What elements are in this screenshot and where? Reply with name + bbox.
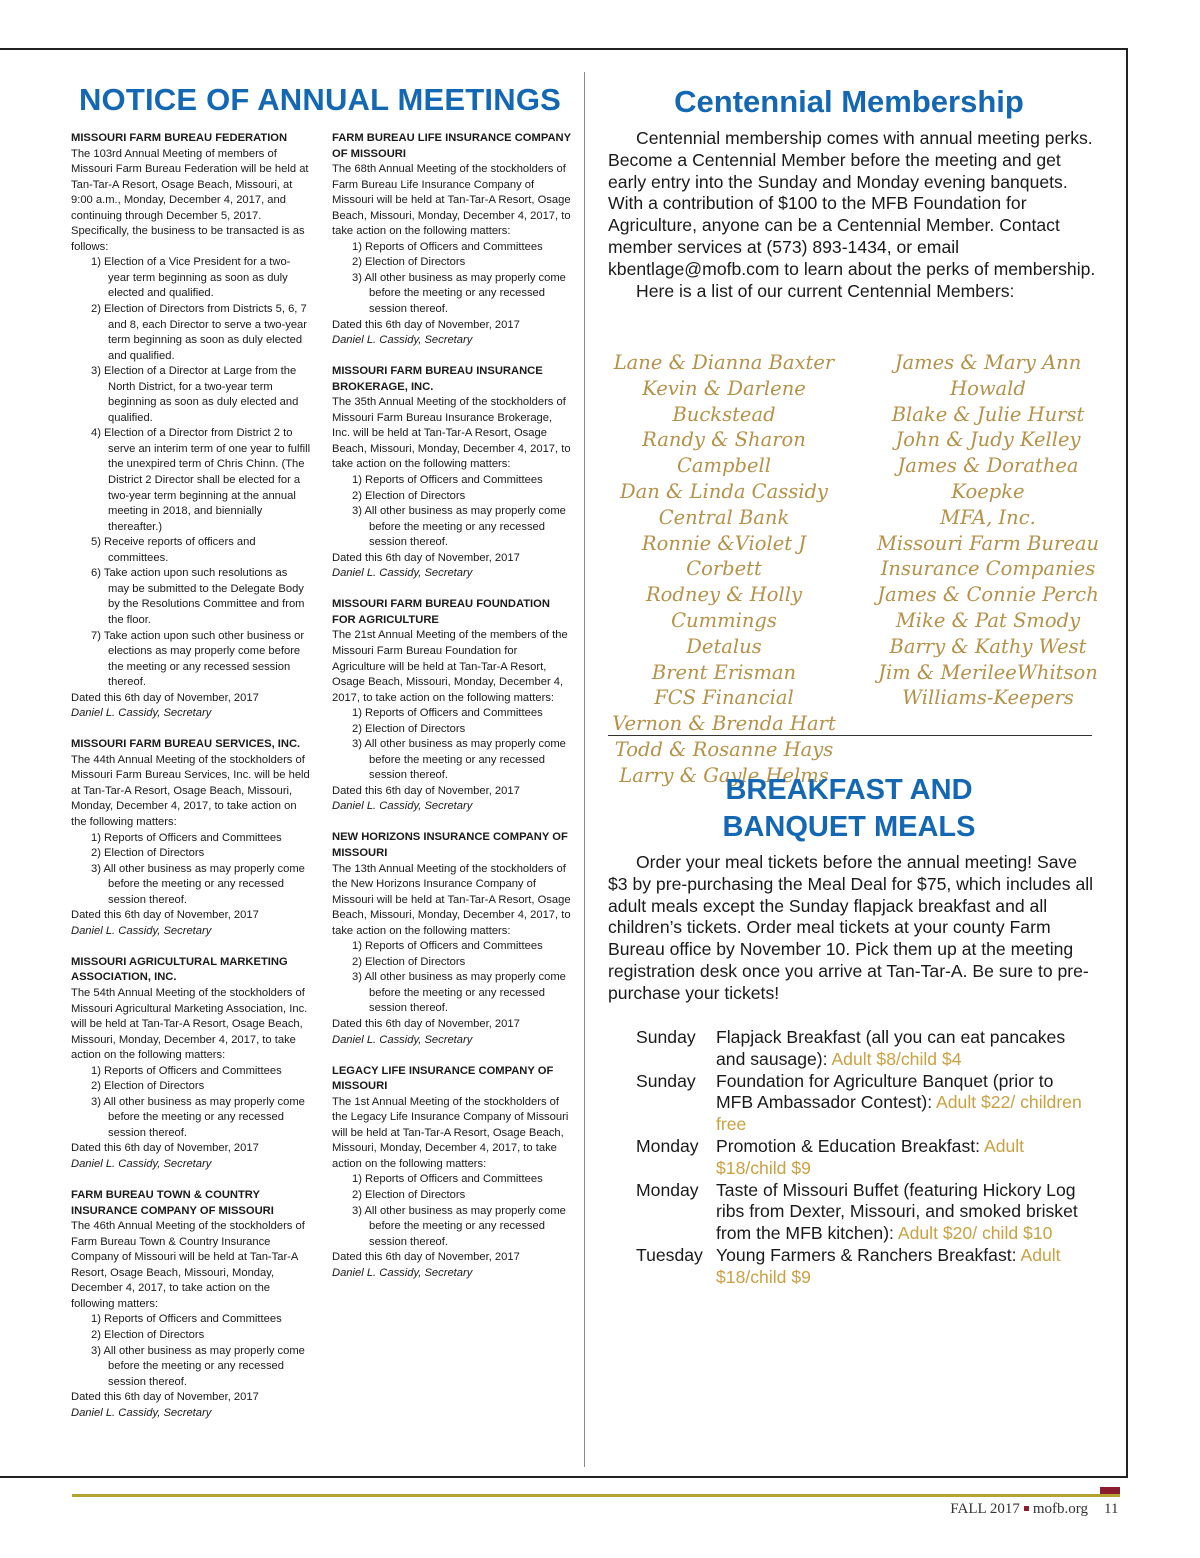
meal-name: Young Farmers & Ranchers Breakfast: <box>716 1244 1021 1265</box>
meal-description <box>716 1245 1086 1289</box>
agenda-item: 1) Reports of Officers and Committees <box>352 473 543 486</box>
agenda-item: 2) Election of Directors from Districts 5, 6, 7 and 8, each Director to serve a two-year term beginning as soon as duly elected and qualified. <box>91 303 307 362</box>
agenda-item: 1) Reports of Officers and Committees <box>91 831 282 844</box>
agenda-item: 7) Take action upon such other business or elections as may properly come before the meeting or any recessed session thereof. <box>91 629 305 689</box>
meal-name: Foundation for Agriculture Banquet (prior to MFB Ambassador Contest): <box>716 1070 1054 1113</box>
notice-date: Dated this 6th day of November, 2017 <box>71 1142 259 1155</box>
notice-date: Dated this 6th day of November, 2017 <box>71 1391 259 1404</box>
meeting-notice <box>332 597 572 815</box>
notice-column-2 <box>332 131 572 1297</box>
notice-heading: MISSOURI FARM BUREAU INSURANCE BROKERAGE, INC. <box>332 365 543 393</box>
notice-date: Dated this 6th day of November, 2017 <box>332 1251 520 1264</box>
centennial-list-intro: Here is a list of our current Centennial Members: <box>636 280 1015 301</box>
member-name: Lane & Dianna Baxter <box>613 351 835 374</box>
footer-rule <box>72 1494 1120 1497</box>
member-name: Dan & Linda Cassidy <box>620 479 828 503</box>
notice-signature: Daniel L. Cassidy, Secretary <box>71 1158 212 1170</box>
agenda-list <box>332 1172 572 1250</box>
agenda-list <box>332 240 572 318</box>
member-name: Detalus <box>686 634 762 658</box>
members-list-left <box>604 350 844 789</box>
notice-intro: The 1st Annual Meeting of the stockholders of the Legacy Life Insurance Company of Missouri will be held at Tan-Tar-A Resort, Osage Beach, Missouri, Monday, December 4, 2017, to take action on the following matters: <box>332 1095 569 1170</box>
meal-row <box>636 1245 1086 1289</box>
agenda-item: 1) Reports of Officers and Committees <box>352 940 543 953</box>
agenda-list <box>71 1064 311 1142</box>
column-divider <box>584 72 585 1467</box>
meal-day: Sunday <box>636 1027 696 1047</box>
notice-heading: FARM BUREAU TOWN & COUNTRY INSURANCE COMPANY OF MISSOURI <box>71 1189 274 1217</box>
notice-heading: NEW HORIZONS INSURANCE COMPANY OF MISSOURI <box>332 831 568 860</box>
agenda-item: 1) Reports of Officers and Committees <box>352 240 543 253</box>
agenda-item: 3) All other business as may properly come before the meeting or any recessed session thereof. <box>91 1344 305 1388</box>
agenda-list <box>71 1312 311 1390</box>
notice-heading: FARM BUREAU LIFE INSURANCE COMPANY OF MISSOURI <box>332 132 571 160</box>
page-number: 11 <box>1104 1501 1119 1517</box>
meals-title-line-1: BREAKFAST AND <box>725 774 973 806</box>
centennial-title: Centennial Membership <box>674 84 1024 119</box>
meal-description <box>716 1071 1086 1136</box>
notice-signature: Daniel L. Cassidy, Secretary <box>332 800 473 813</box>
notice-signature: Daniel L. Cassidy, Secretary <box>332 1033 473 1046</box>
meeting-notice <box>71 737 311 939</box>
meal-day: Tuesday <box>636 1244 703 1265</box>
agenda-item: 2) Election of Directors <box>91 847 205 860</box>
notice-intro: The 13th Annual Meeting of the stockholders of the New Horizons Insurance Company of Missouri will be held at Tan-Tar-A Resort, Osage Beach, Missouri, Monday, December 4, 2017, to take action on the following matters: <box>332 862 571 937</box>
meal-name: Flapjack Breakfast (all you can eat pancakes and sausage): <box>716 1027 1066 1069</box>
footer-tab <box>1100 1487 1120 1494</box>
agenda-item: 2) Election of Directors <box>352 489 466 502</box>
member-name: Rodney & Holly Cummings <box>645 583 802 632</box>
meal-price: Adult $18/child $9 <box>716 1244 1061 1287</box>
member-name: MFA, Inc. <box>940 505 1036 529</box>
notice-heading: MISSOURI FARM BUREAU FEDERATION <box>71 132 288 144</box>
meeting-notice <box>71 131 311 722</box>
agenda-item: 3) All other business as may properly come before the meeting or any recessed session thereof. <box>352 1204 566 1248</box>
agenda-item: 1) Reports of Officers and Committees <box>352 707 543 720</box>
meeting-notice <box>332 131 572 349</box>
agenda-item: 1) Reports of Officers and Committees <box>352 1173 543 1186</box>
notice-signature: Daniel L. Cassidy, Secretary <box>71 707 212 720</box>
meal-description <box>716 1136 1086 1180</box>
notice-intro: The 103rd Annual Meeting of members of Missouri Farm Bureau Federation will be held at Tan-Tar-A Resort, Osage Beach, Missouri, at 9:00 a.m., Monday, December 4, 2017, and continuing through December 5, 2017. Specifically, the business to be transacted is as follows: <box>71 147 309 253</box>
agenda-item: 2) Election of Directors <box>91 1328 205 1341</box>
notice-heading: MISSOURI FARM BUREAU SERVICES, INC. <box>71 738 301 751</box>
footer-separator <box>1024 1506 1029 1511</box>
meals-title <box>608 772 1090 846</box>
notice-intro: The 68th Annual Meeting of the stockholders of Farm Bureau Life Insurance Company of Missouri will be held at Tan-Tar-A Resort, Osage Beach, Missouri, Monday, December 4, 2017, to take action on the following matters: <box>332 163 571 238</box>
agenda-item: 5) Receive reports of officers and committees. <box>91 536 256 564</box>
agenda-item: 2) Election of Directors <box>352 1189 466 1201</box>
member-name: Ronnie &Violet J Corbett <box>641 531 807 581</box>
agenda-item: 3) All other business as may properly come before the meeting or any recessed session thereof. <box>352 271 566 316</box>
member-name: James & Dorathea Koepke <box>897 454 1079 503</box>
agenda-item: 1) Reports of Officers and Committees <box>91 1064 282 1077</box>
section-divider <box>608 735 1092 736</box>
member-name: Brent Erisman <box>651 660 797 684</box>
member-name: Williams-Keepers <box>902 686 1074 710</box>
meal-name: Promotion & Education Breakfast: <box>716 1135 984 1156</box>
members-list-right <box>868 350 1108 711</box>
meal-price: Adult $8/child $4 <box>831 1048 962 1069</box>
agenda-item: 3) Election of a Director at Large from the North District, for a two-year term beginning as soon as duly elected and qualified. <box>91 365 299 424</box>
meal-price: Adult $20/ child $10 <box>897 1223 1053 1244</box>
notice-signature: Daniel L. Cassidy, Secretary <box>71 924 212 937</box>
meal-name: Taste of Missouri Buffet (featuring Hickory Log ribs from Dexter, Missouri, and smoked brisket from the MFB kitchen): <box>716 1179 1078 1244</box>
member-name: Central Bank <box>658 505 790 529</box>
centennial-paragraph: Centennial membership comes with annual meeting perks. Become a Centennial Member before the meeting and get early entry into the Sunday and Monday evening banquets. With a contribution of $100 to the MFB Foundation for Agriculture, anyone can be a Centennial Member. Contact member services at (573) 893-1434, or email kbentlage@mofb.com to learn about the perks of membership. <box>608 128 1096 279</box>
meeting-notice <box>71 1188 311 1421</box>
member-name: James & Mary Ann Howald <box>894 351 1082 400</box>
meal-price: Adult $18/child $9 <box>716 1135 1025 1178</box>
notice-date: Dated this 6th day of November, 2017 <box>332 1018 520 1031</box>
agenda-item: 1) Election of a Vice President for a two-year term beginning as soon as duly elected and qualified. <box>91 256 291 300</box>
agenda-item: 4) Election of a Director from District 2 to serve an interim term of one year to fulfill the unexpired term of Chris Chinn. (The District 2 Director shall be elected for a two-year term beginning at the annual meeting in 2018, and biennially thereafter.) <box>91 427 311 533</box>
agenda-list <box>332 473 572 551</box>
agenda-list <box>71 255 311 690</box>
notice-signature: Daniel L. Cassidy, Secretary <box>71 1406 212 1419</box>
agenda-item: 2) Election of Directors <box>352 722 466 735</box>
meeting-notice <box>332 830 572 1048</box>
meal-schedule <box>636 1027 1086 1289</box>
agenda-item: 3) All other business as may properly come before the meeting or any recessed session thereof. <box>352 738 566 782</box>
agenda-item: 3) All other business as may properly come before the meeting or any recessed session thereof. <box>352 971 566 1015</box>
member-name: Todd & Rosanne Hays <box>614 737 834 761</box>
notice-date: Dated this 6th day of November, 2017 <box>71 909 259 922</box>
centennial-text <box>608 128 1098 302</box>
meals-title-line-2: BANQUET MEALS <box>722 811 976 843</box>
meal-row <box>636 1027 1086 1071</box>
agenda-item: 3) All other business as may properly come before the meeting or any recessed session thereof. <box>91 1095 305 1139</box>
meeting-notice <box>332 364 572 582</box>
member-name: Kevin & Darlene Buckstead <box>642 376 806 426</box>
meal-day: Monday <box>636 1179 699 1200</box>
notice-intro: The 35th Annual Meeting of the stockholders of Missouri Farm Bureau Insurance Brokerage, Inc. will be held at Tan-Tar-A Resort, Osage Beach, Missouri, Monday, December 4, 2017, to take action on the following matters: <box>332 396 571 471</box>
agenda-list <box>332 706 572 784</box>
agenda-item: 6) Take action upon such resolutions as may be submitted to the Delegate Body by the Resolutions Committee and from the floor. <box>91 567 305 626</box>
meals-text <box>608 852 1098 1005</box>
meal-row <box>636 1071 1086 1136</box>
member-name: Randy & Sharon Campbell <box>642 428 806 478</box>
notice-intro: The 54th Annual Meeting of the stockholders of Missouri Agricultural Marketing Association, Inc. will be held at Tan-Tar-A Resort, Osage Beach, Missouri, Monday, December 4, 2017, to take action on the following matters: <box>71 986 308 1062</box>
member-name: FCS Financial <box>654 686 794 710</box>
agenda-list <box>332 939 572 1017</box>
notice-heading: MISSOURI FARM BUREAU FOUNDATION FOR AGRICULTURE <box>332 598 550 626</box>
notice-intro: The 44th Annual Meeting of the stockholders of Missouri Farm Bureau Services, Inc. will be held at Tan-Tar-A Resort, Osage Beach, Missouri, Monday, December 4, 2017, to take action on the following matters: <box>71 753 310 829</box>
member-name: Barry & Kathy West <box>889 634 1087 658</box>
meeting-notice <box>71 955 311 1173</box>
meal-day: Monday <box>636 1135 699 1156</box>
meal-description <box>716 1180 1086 1245</box>
member-name: John & Judy Kelley <box>895 428 1081 452</box>
agenda-item: 3) All other business as may properly come before the meeting or any recessed session thereof. <box>352 505 566 549</box>
footer-site: mofb.org <box>1032 1501 1088 1517</box>
meal-day: Sunday <box>636 1070 696 1091</box>
meal-price: Adult $22/ children free <box>716 1092 1082 1135</box>
agenda-item: 1) Reports of Officers and Committees <box>91 1313 282 1326</box>
notice-heading: MISSOURI AGRICULTURAL MARKETING ASSOCIATION, INC. <box>71 955 288 984</box>
footer-issue <box>950 1501 1088 1518</box>
meal-row <box>636 1180 1086 1245</box>
meeting-notice <box>332 1064 572 1282</box>
member-name: Missouri Farm Bureau Insurance Companies <box>876 531 1100 581</box>
notice-signature: Daniel L. Cassidy, Secretary <box>332 567 473 580</box>
member-name: Mike & Pat Smody <box>895 608 1081 632</box>
agenda-item: 3) All other business as may properly come before the meeting or any recessed session thereof. <box>91 862 305 906</box>
agenda-item: 2) Election of Directors <box>352 256 466 269</box>
footer-season: FALL 2017 <box>950 1501 1020 1517</box>
notice-date: Dated this 6th day of November, 2017 <box>332 784 520 797</box>
notice-intro: The 21st Annual Meeting of the members of the Missouri Farm Bureau Foundation for Agriculture will be held at Tan-Tar-A Resort, Osage Beach, Missouri, Monday, December 4, 2017, to take action on the following matters: <box>332 629 568 704</box>
agenda-list <box>71 831 311 909</box>
notice-signature: Daniel L. Cassidy, Secretary <box>332 1266 473 1279</box>
member-name: James & Connie Perch <box>877 583 1099 607</box>
meals-paragraph: Order your meal tickets before the annual meeting! Save $3 by pre-purchasing the Meal Deal for $75, which includes all adult meals except the Sunday flapjack breakfast and all children’s tickets. Order meal tickets at your county Farm Bureau office by November 10. Pick them up at the meeting registration desk once you arrive at Tan-Tar-A. Be sure to pre-purchase your tickets! <box>608 852 1094 1003</box>
member-name: Jim & MerileeWhitson <box>878 660 1098 684</box>
notice-date: Dated this 6th day of November, 2017 <box>332 551 520 564</box>
member-name: Vernon & Brenda Hart <box>612 712 836 736</box>
notice-date: Dated this 6th day of November, 2017 <box>332 318 520 331</box>
notice-signature: Daniel L. Cassidy, Secretary <box>332 334 473 347</box>
member-name: Larry & Gayle Helms <box>619 763 829 787</box>
notice-date: Dated this 6th day of November, 2017 <box>71 691 259 704</box>
notice-heading: LEGACY LIFE INSURANCE COMPANY OF MISSOURI <box>332 1064 554 1093</box>
agenda-item: 2) Election of Directors <box>91 1080 205 1093</box>
agenda-item: 2) Election of Directors <box>352 955 466 968</box>
meal-row <box>636 1136 1086 1180</box>
meal-description <box>716 1027 1086 1071</box>
notice-intro: The 46th Annual Meeting of the stockholders of Farm Bureau Town & Country Insurance Company of Missouri will be held at Tan-Tar-A Resort, Osage Beach, Missouri, Monday, December 4, 2017, to take action on the following matters: <box>71 1220 305 1310</box>
member-name: Blake & Julie Hurst <box>891 402 1085 426</box>
notice-column-1 <box>71 131 311 1437</box>
notice-title: NOTICE OF ANNUAL MEETINGS <box>78 82 562 117</box>
